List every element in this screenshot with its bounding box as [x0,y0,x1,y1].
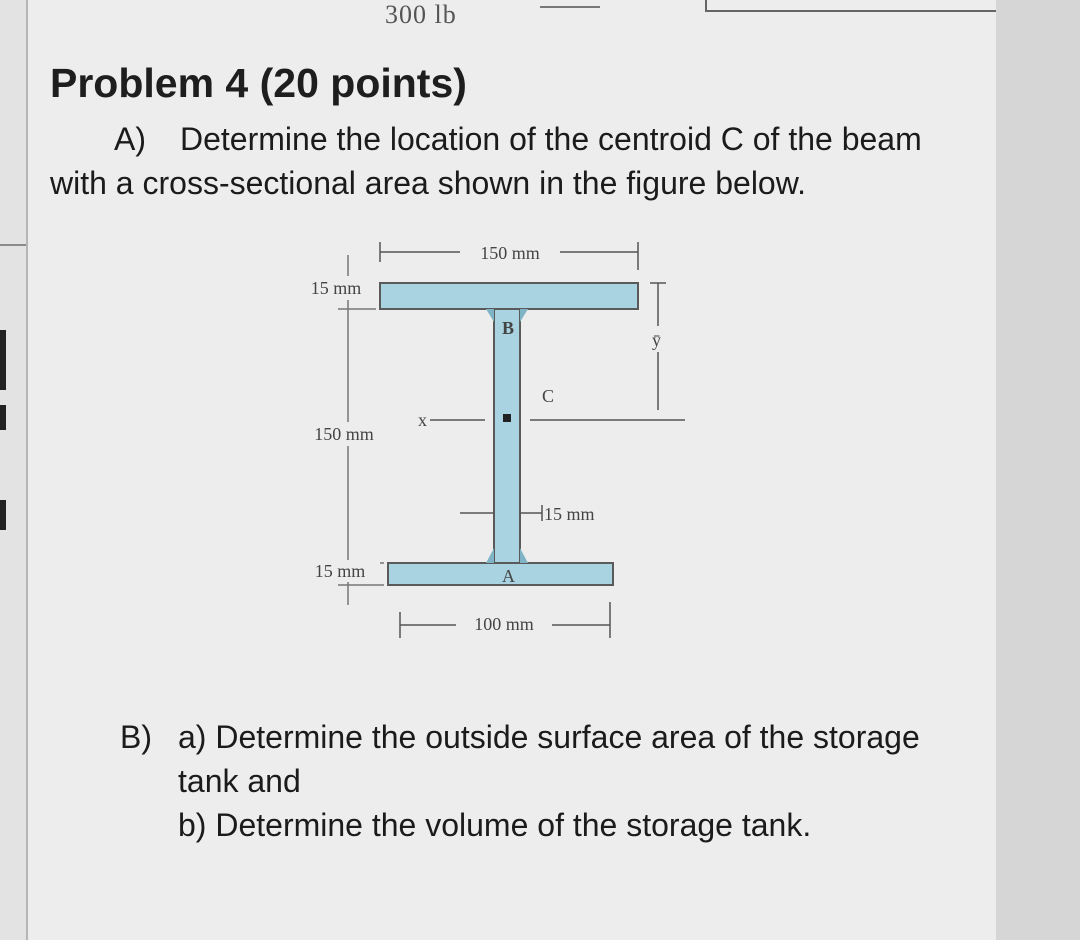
part-a-label: A) [114,121,146,157]
right-margin [996,0,1080,940]
beam-diagram [280,230,720,670]
web-height-label: 150 mm [314,424,374,444]
top-flange [380,283,638,309]
part-a-text [50,117,970,205]
fragment-line [540,6,600,8]
beam-cross-section-figure [280,230,720,670]
part-b-line-3: b) Determine the volume of the storage tank. [178,807,812,843]
margin-mark [0,405,6,430]
margin-mark [0,360,6,390]
margin-mark [0,500,6,530]
top-width-label: 150 mm [480,243,540,263]
part-a-line-2: with a cross-sectional area shown in the figure below. [50,165,806,201]
fillet [486,548,494,563]
previous-problem-fragment: 300 lb [385,0,457,29]
top-flange-thickness-label: 15 mm [310,278,362,298]
part-b-line-2: tank and [178,763,301,799]
fillet [520,548,528,563]
part-b-label: B) [120,719,152,755]
left-margin [0,0,26,940]
part-b-text [120,715,970,847]
fillet [520,309,528,322]
centroid-label: C [542,386,555,406]
bottom-flange-thickness-label: 15 mm [314,561,366,581]
bottom-width-label: 100 mm [474,614,534,634]
web [494,309,520,567]
centroid-point [503,414,511,422]
point-b-label: B [502,318,515,338]
x-axis-label: x [418,410,427,430]
fragment-box [705,0,996,12]
part-b-line-1: a) Determine the outside surface area of the storage [178,719,920,755]
point-a-label: A [502,566,515,586]
ybar-label: ȳ [652,330,661,350]
fillet [486,309,494,322]
problem-title: Problem 4 (20 points) [50,60,467,106]
web-thickness-label: 15 mm [544,504,595,524]
bottom-flange [388,563,613,585]
part-a-line-1: Determine the location of the centroid C of the beam [180,121,922,157]
